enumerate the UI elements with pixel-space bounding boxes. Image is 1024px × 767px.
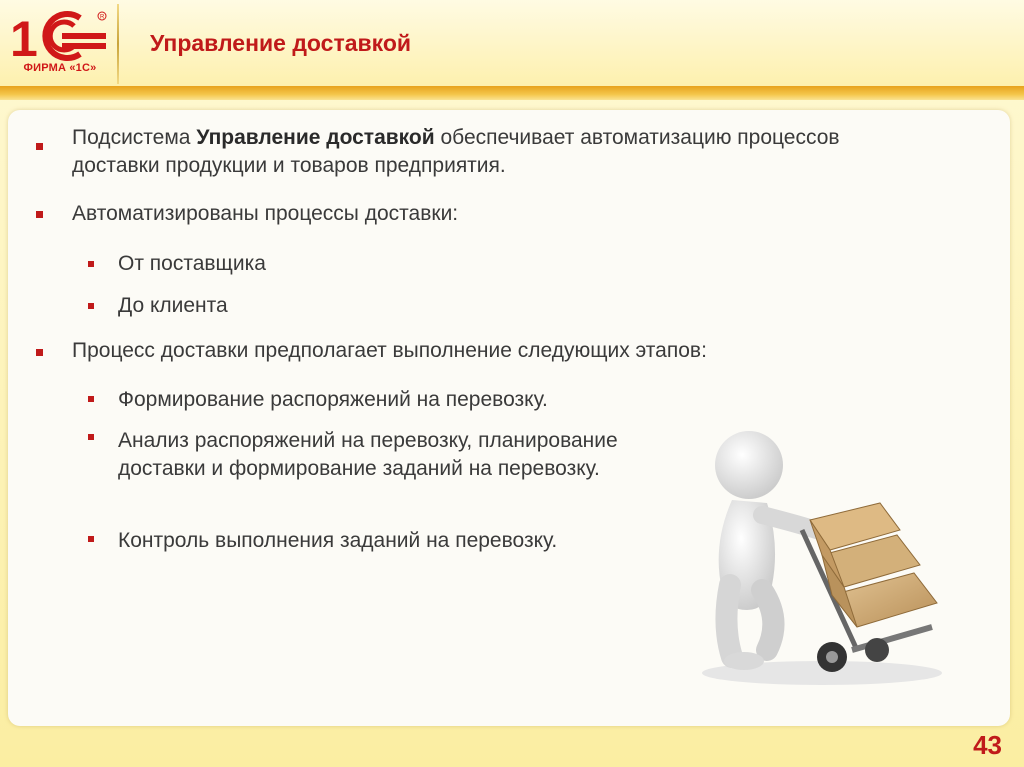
- list-item: Анализ распоряжений на перевозку, планирование доставки и формирование заданий на перевозку.: [118, 429, 618, 480]
- subsystem-name: Управление доставкой: [196, 126, 435, 149]
- person-with-hand-truck-icon: [652, 395, 982, 725]
- bullet-icon: [36, 211, 43, 218]
- bullet-icon: [36, 349, 43, 356]
- sub-bullet-icon: [88, 396, 94, 402]
- sub-bullet-icon: [88, 303, 94, 309]
- logo-divider: [117, 4, 119, 84]
- bullet-icon: [36, 143, 43, 150]
- header-rule: [0, 86, 1024, 100]
- list-item: Контроль выполнения заданий на перевозку.: [118, 529, 558, 552]
- paragraph-prefix: Подсистема: [72, 126, 197, 149]
- sub-bullet-icon: [88, 536, 94, 542]
- paragraph-stages: Процесс доставки предполагает выполнение следующих этапов:: [72, 339, 707, 362]
- list-item: От поставщика: [118, 252, 266, 275]
- paragraph-subsystem: [72, 124, 902, 180]
- paragraph-automated: Автоматизированы процессы доставки:: [72, 202, 459, 225]
- svg-text:R: R: [100, 14, 105, 21]
- svg-text:1: 1: [10, 11, 38, 67]
- sub-bullet-icon: [88, 261, 94, 267]
- page-title: Управление доставкой: [150, 30, 412, 56]
- list-item: До клиента: [118, 294, 228, 317]
- paragraph-suffix: обеспечивает автоматизацию процессов доставки продукции и товаров предприятия.: [72, 126, 840, 177]
- sub-bullet-icon: [88, 434, 94, 440]
- list-item: Формирование распоряжений на перевозку.: [118, 388, 548, 411]
- logo-caption: ФИРМА «1С»: [23, 62, 97, 74]
- page-number: 43: [973, 730, 1002, 760]
- header: [0, 0, 1024, 88]
